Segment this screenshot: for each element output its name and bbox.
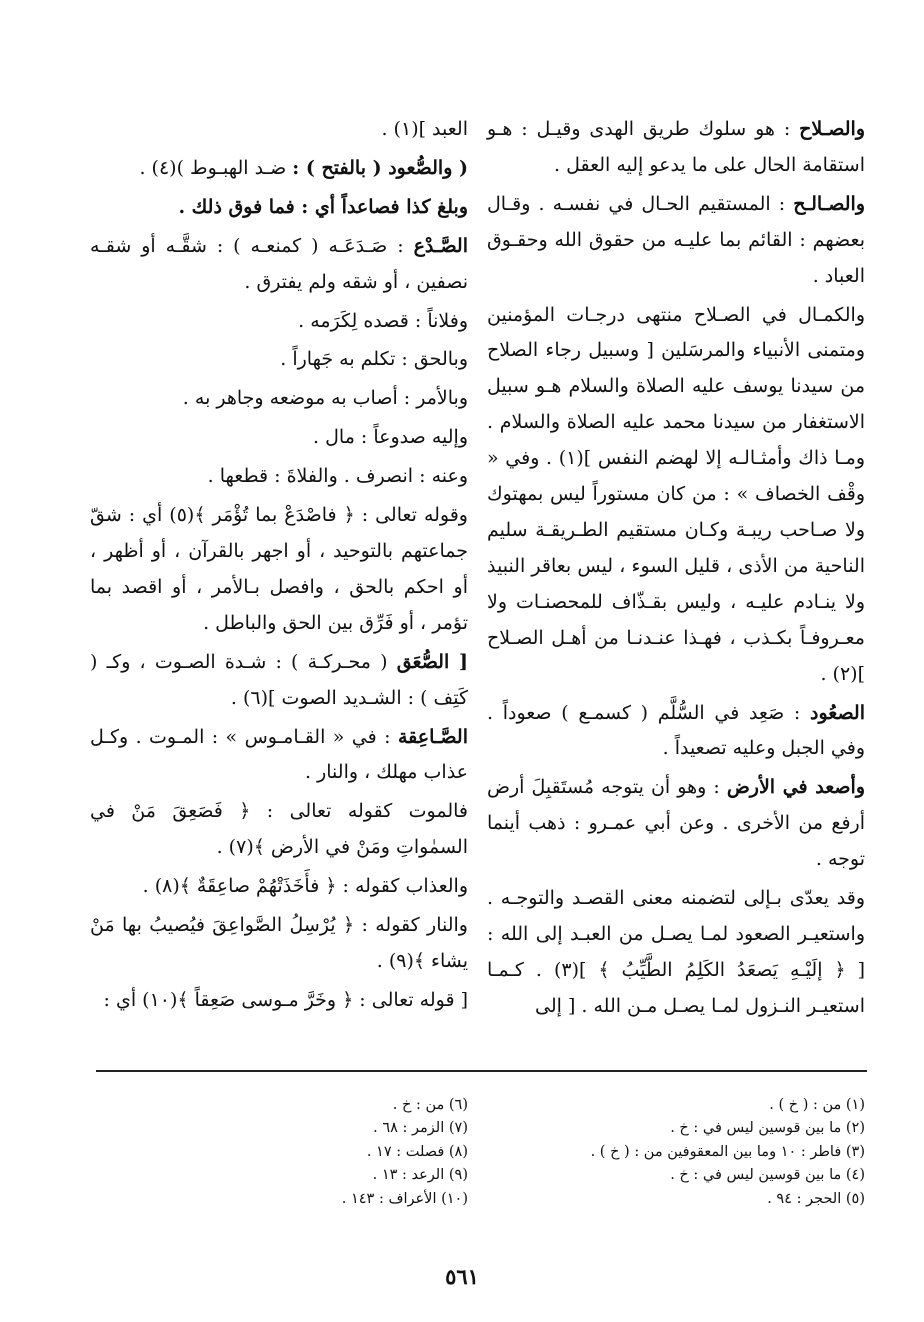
paragraph <box>90 190 468 226</box>
paragraph-text: : في « القـامـوس » : المـوت . وكـل عذاب مهلك ، والنار . <box>90 725 468 784</box>
paragraph <box>90 459 468 495</box>
footnote: (٢) ما بين قوسين ليس في : خ . <box>670 1120 865 1137</box>
footnote: (٩) الرعد : ١٣ . <box>372 1167 468 1184</box>
paragraph-text: ضـد الهبـوط )(٤) . <box>139 156 287 179</box>
footnote: (١) من : ( خ ) . <box>769 1097 865 1113</box>
footnote: (٤) ما بين قوسين ليس في : خ . <box>670 1167 865 1184</box>
footnote: (١٠) الأعراف : ١٤٣ . <box>341 1190 468 1207</box>
paragraph-text: : المستقيم الحـال في نفسـه . وقـال بعضهم : القائم بما عليـه من حقوق الله وحقـوق العباد . <box>487 192 865 287</box>
paragraph <box>90 498 468 642</box>
paragraph-text: وعنه : انصرف . والفلاةَ : قطعها . <box>207 465 468 488</box>
paragraph <box>487 298 865 693</box>
entry-headword: ( والصُّعود ( بالفتح ) : <box>292 156 468 179</box>
paragraph-text: والعذاب كقوله : ﴿ فأَخَذَتْهُمْ صاعِقَةٌ ﴾(٨) . <box>142 875 468 898</box>
paragraph <box>90 381 468 417</box>
paragraph <box>90 794 468 866</box>
paragraph <box>487 881 865 1025</box>
paragraph-text: فالموت كقوله تعالى : ﴿ فَصَعِقَ مَنْ في السمٰواتِ ومَنْ في الأرض ﴾(٧) . <box>90 800 468 859</box>
paragraph <box>90 869 468 905</box>
right-text-column <box>487 112 865 1025</box>
paragraph-text: : صَـدَعَـه ( كمنعـه ) : شقَّـه أو شقـه نصفين ، أو شقه ولم يفترق . <box>90 234 468 293</box>
paragraph-text: وبالحق : تكلم به جَهاراً . <box>280 348 468 371</box>
entry-headword: والصـالـح <box>793 192 865 215</box>
footnote: (٧) الزمر : ٦٨ . <box>373 1120 468 1137</box>
paragraph <box>487 770 865 878</box>
paragraph <box>90 983 468 1019</box>
paragraph <box>90 112 468 148</box>
paragraph <box>90 342 468 378</box>
paragraph <box>487 696 865 768</box>
footnote: (٨) فصلت : ١٧ . <box>366 1143 468 1160</box>
footnote-divider <box>96 1070 867 1072</box>
entry-headword: والصـلاح <box>799 118 866 140</box>
paragraph <box>90 720 468 792</box>
paragraph <box>90 151 468 187</box>
paragraph <box>90 645 468 717</box>
paragraph-text: : هو سلوك طريق الهدى وقيـل : هـو استقامة الحال على ما يدعو إليه العقل . <box>487 118 865 176</box>
entry-headword: الصَّـاعِقة <box>397 725 468 748</box>
page-number: ٥٦١ <box>445 1264 479 1289</box>
entry-headword: الصَّـدْع <box>413 234 468 257</box>
paragraph-text: وبالأمر : أصاب به موضعه وجاهر به . <box>182 387 468 410</box>
paragraph-text: : صَعِد في السُّلَّم ( كسمـع ) صعوداً . وفي الجبل وعليه تصعيداً . <box>487 701 865 760</box>
footnote: (٥) الحجر : ٩٤ . <box>767 1190 865 1207</box>
paragraph <box>487 112 865 184</box>
paragraph-text: وإليه صدوعاً : مال . <box>313 426 468 449</box>
paragraph-text: العبد ](١) . <box>381 118 468 140</box>
entry-headword: وأصعد في الأرض <box>726 776 865 799</box>
paragraph <box>90 908 468 980</box>
paragraph <box>90 304 468 340</box>
paragraph-text: [ قوله تعالى : ﴿ وخَرَّ مـوسى صَعِقاً ﴾(١٠) أي : <box>103 988 468 1011</box>
paragraph-text: وفلاناً : قصده لِكَرَمه . <box>298 309 468 332</box>
footnotes-right <box>487 1094 865 1211</box>
paragraph-text: والكمـال في الصـلاح منتهى درجـات المؤمنين ومتمنى الأنبياء والمرسَلين [ وسبيل رجاء الصلاح من سيدنا يوسف عليه الصلاة والسلام هـو سبيل الاستغفار من سيدنا محمد عليه الصلاة والسلام . ومـا ذاك وأمثـالـه إلا لهضم النفس ](١) . وفي « وقْف الخصاف » : من كان مستوراً ليس بمهتوك ولا صـاحب ريبـة وكـان مستقيم الطـريقـة سليم الناحية من الأذى ، قليل السوء ، ليس بعاقر النبيذ ولا ينـادم عليـه ، وليس بقـذّاف للمحصنـات ولا معـروفـاً بكـذب ، فهـذا عنـدنـا من أهـل الصـلاح ](٢) . <box>487 303 865 685</box>
paragraph-text: وقوله تعالى : ﴿ فاصْدَعْ بما تُؤْمَر ﴾(٥) أي : شقّ جماعتهم بالتوحيد ، أو اجهر بالقرآن ، أو أظهر ، أو احكم بالحق ، وافصل بـالأمر ، أو اقصد بما تؤمر ، أو فَرِّق بين الحق والباطل . <box>90 504 468 634</box>
left-text-column <box>90 112 468 1019</box>
paragraph-text: : وهو أن يتوجه مُستَقبِلَ أرض أرفع من الأخرى . وعن أبي عمـرو : ذهب أينما توجه . <box>487 776 865 871</box>
footnotes-left <box>90 1094 468 1211</box>
paragraph <box>90 229 468 301</box>
footnote: (٣) فاطر : ١٠ وما بين المعقوفين من : ( خ ) . <box>590 1143 865 1160</box>
paragraph-text: وقد يعدّى بـإلى لتضمنه معنى القصـد والتوجـه . واستعيـر الصعود لمـا يصـل من العبـد إلى الله : [ ﴿ إلَيْـهِ يَصعَدُ الكَلِمُ الطَّيِّبُ ﴾ ](٣) . كـمـا استعيـر النـزول لمـا يصـل مـن الله . [ إلى <box>487 887 866 1017</box>
paragraph-text: ( محـركـة ) : شـدة الصـوت ، وكـ ( كَتِف ) : الشـديد الصوت ](٦) . <box>90 650 468 709</box>
paragraph <box>90 420 468 456</box>
entry-headword: [ الصُّعَق <box>396 650 468 673</box>
footnote: (٦) من : خ . <box>392 1097 468 1113</box>
paragraph-text: والنار كقوله : ﴿ يُرْسِلُ الصَّواعِقَ فيُصيبُ بها مَنْ يشاء ﴾(٩) . <box>90 914 468 972</box>
entry-headword: وبلغ كذا فصاعداً أي : فما فوق ذلك . <box>178 195 468 218</box>
entry-headword: الصعُود <box>810 701 865 724</box>
paragraph <box>487 187 865 295</box>
